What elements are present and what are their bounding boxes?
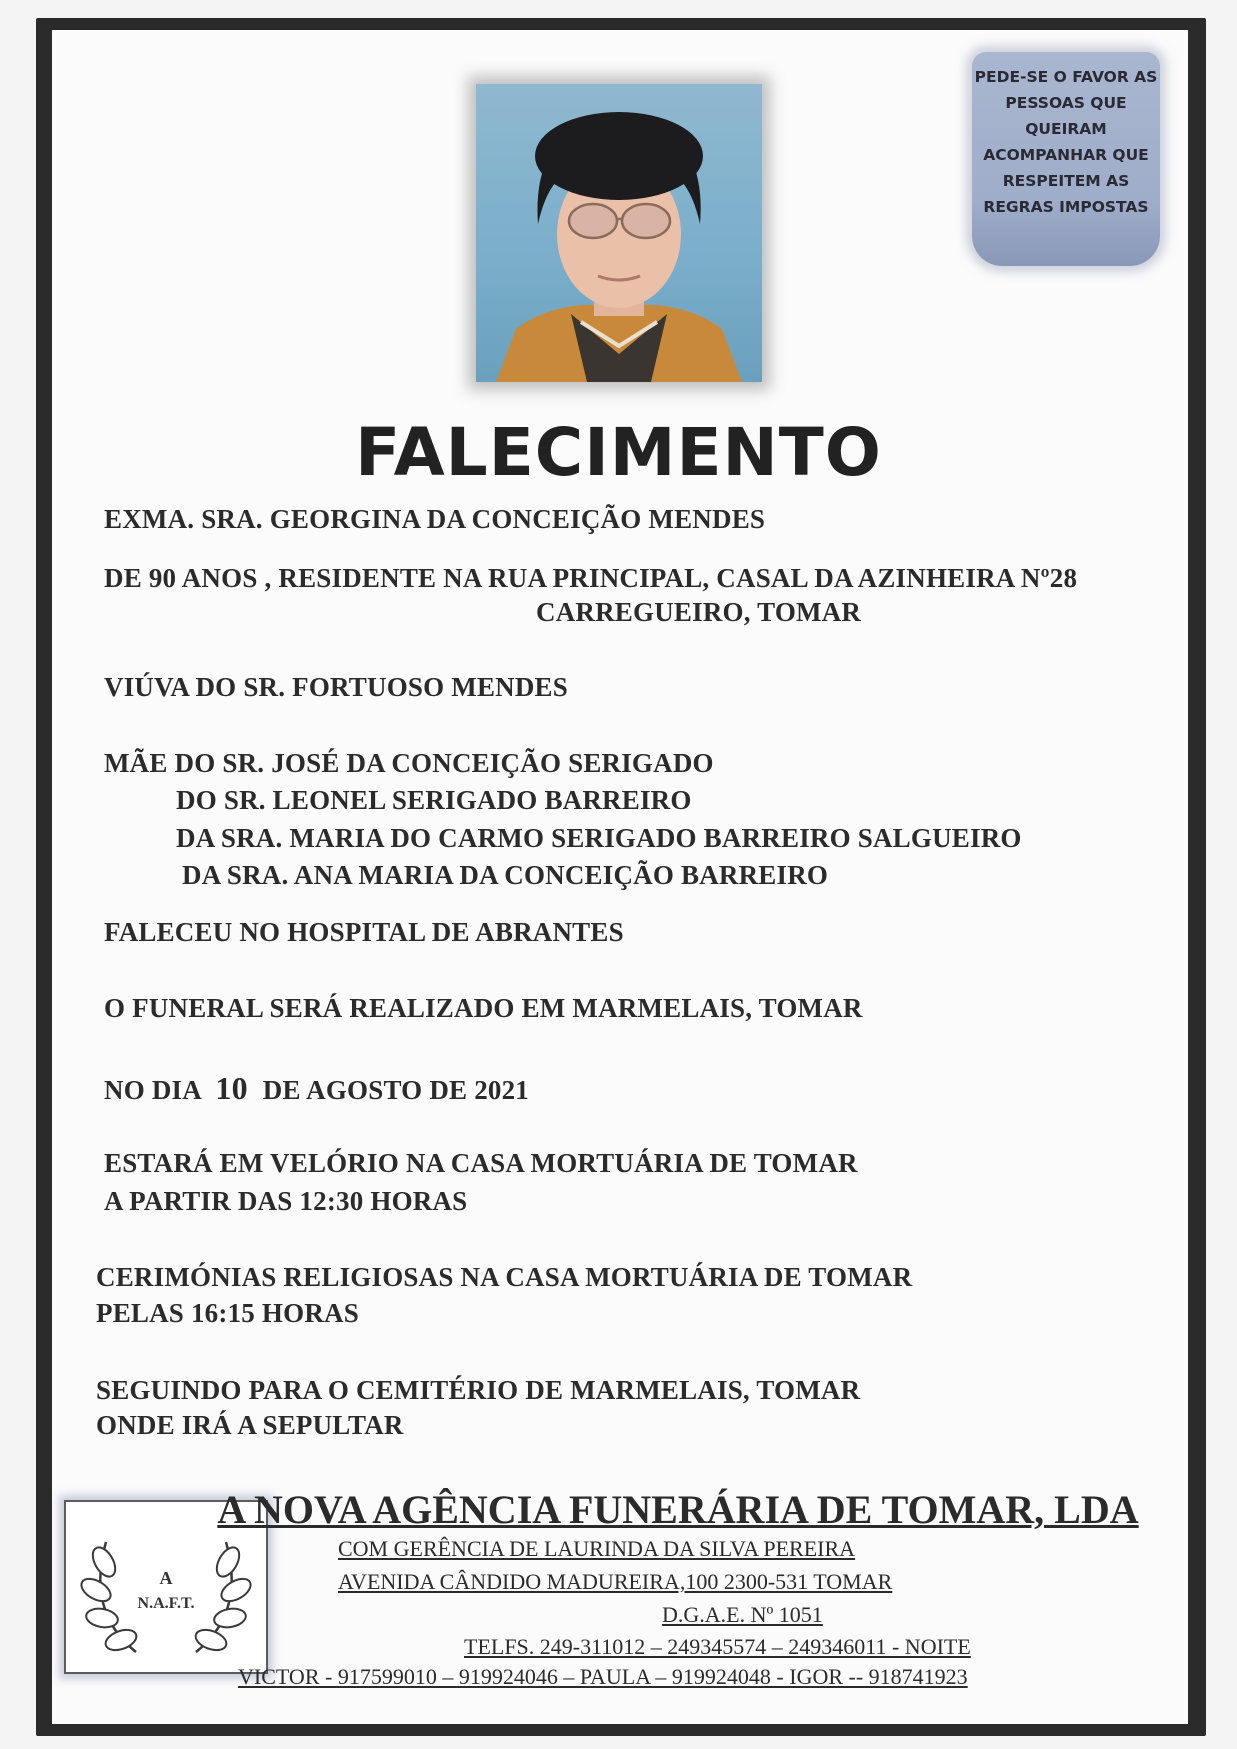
agency-manager: COM GERÊNCIA DE LAURINDA DA SILVA PEREIRA [338, 1536, 856, 1561]
child-line: MÃE DO SR. JOSÉ DA CONCEIÇÃO SERIGADO [104, 748, 714, 778]
wake-time-line: A PARTIR DAS 12:30 HORAS [104, 1186, 468, 1216]
notice-line: PESSOAS QUE [1005, 94, 1127, 112]
date-day: 10 [215, 1070, 248, 1106]
notice-line: QUEIRAM [1025, 120, 1107, 138]
portrait-photo [476, 84, 762, 382]
ceremony-time-line: PELAS 16:15 HORAS [96, 1298, 359, 1328]
agency-license: D.G.A.E. Nº 1051 [662, 1602, 823, 1627]
burial-line-2: ONDE IRÁ A SEPULTAR [96, 1410, 404, 1440]
funeral-line: O FUNERAL SERÁ REALIZADO EM MARMELAIS, TOMAR [104, 993, 863, 1023]
notice-line: REGRAS IMPOSTAS [983, 198, 1149, 216]
agency-phones: TELFS. 249-311012 – 249345574 – 249346011 - NOITE [464, 1634, 971, 1659]
wake-line: ESTARÁ EM VELÓRIO NA CASA MORTUÁRIA DE TOMAR [104, 1148, 858, 1178]
child-line: DA SRA. ANA MARIA DA CONCEIÇÃO BARREIRO [182, 860, 829, 890]
portrait-illustration [476, 84, 762, 382]
child-line: DA SRA. MARIA DO CARMO SERIGADO BARREIRO SALGUEIRO [176, 823, 1022, 853]
funeral-date [104, 1070, 529, 1107]
page-title: FALECIMENTO [355, 414, 882, 491]
agency-name: A NOVA AGÊNCIA FUNERÁRIA DE TOMAR, LDA [217, 1487, 1139, 1532]
notice-line: RESPEITEM AS [1002, 172, 1130, 190]
date-prefix: NO DIA [104, 1075, 201, 1105]
widow-line: VIÚVA DO SR. FORTUOSO MENDES [104, 672, 568, 702]
logo-text: N.A.F.T. [137, 1595, 195, 1612]
agency-night-phones: VICTOR - 917599010 – 919924046 – PAULA – 919924048 - IGOR -- 918741923 [238, 1664, 968, 1689]
agency-address: AVENIDA CÂNDIDO MADUREIRA,100 2300-531 TOMAR [338, 1569, 893, 1594]
notice-line: ACOMPANHAR QUE [983, 146, 1149, 164]
date-suffix: DE AGOSTO DE 2021 [262, 1075, 529, 1105]
child-line: DO SR. LEONEL SERIGADO BARREIRO [176, 785, 692, 815]
deceased-name: EXMA. SRA. GEORGINA DA CONCEIÇÃO MENDES [104, 504, 766, 534]
deceased-age-residence: DE 90 ANOS , RESIDENTE NA RUA PRINCIPAL, CASAL DA AZINHEIRA Nº28 [104, 563, 1078, 593]
burial-line: SEGUINDO PARA O CEMITÉRIO DE MARMELAIS, TOMAR [96, 1375, 861, 1405]
died-line: FALECEU NO HOSPITAL DE ABRANTES [104, 917, 624, 947]
ceremony-line: CERIMÓNIAS RELIGIOSAS NA CASA MORTUÁRIA DE TOMAR [96, 1262, 913, 1292]
logo-letter: A [159, 1568, 173, 1588]
request-notice-box [972, 52, 1160, 266]
notice-line: PEDE-SE O FAVOR AS [974, 68, 1158, 86]
deceased-place: CARREGUEIRO, TOMAR [536, 597, 862, 627]
